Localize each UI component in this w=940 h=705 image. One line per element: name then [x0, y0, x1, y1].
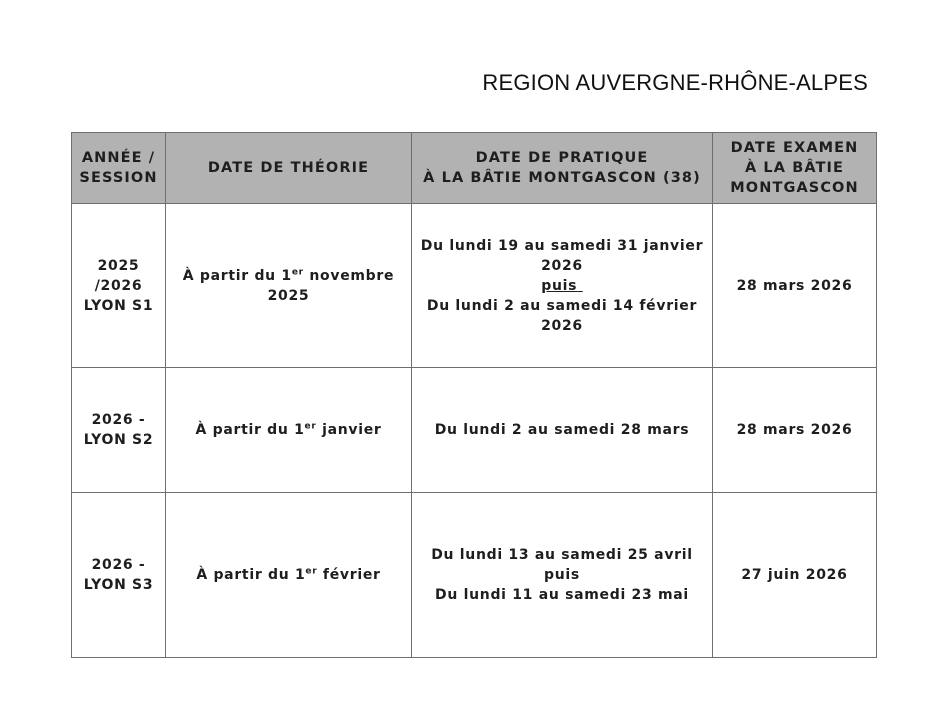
practice-line: Du lundi 13 au samedi 25 avril	[431, 547, 693, 563]
practice-line: Du lundi 2 au samedi 28 mars	[434, 422, 690, 438]
header-exam	[713, 133, 877, 204]
session-name: LYON S2	[83, 432, 154, 448]
practice-line: Du lundi 2 au samedi 14 février	[426, 297, 698, 314]
cell-practice	[412, 368, 713, 493]
cell-exam	[713, 493, 877, 658]
header-practice	[412, 133, 713, 204]
cell-practice	[412, 493, 713, 658]
session-name: LYON S3	[83, 577, 154, 593]
practice-line: 2026	[541, 317, 583, 334]
header-practice-line1: DATE DE PRATIQUE	[475, 150, 649, 166]
practice-line: 2026	[541, 257, 583, 274]
header-exam-line2: À LA BÂTIE	[744, 160, 845, 176]
session-year: 2026 -	[91, 557, 146, 573]
theory-ordinal: er	[291, 266, 304, 277]
practice-connector: puis	[544, 567, 580, 583]
session-year: 2026 -	[91, 412, 146, 428]
header-theory	[166, 133, 412, 204]
session-year: 2025 /2026	[94, 257, 143, 294]
header-theory-label: DATE DE THÉORIE	[207, 160, 370, 176]
header-practice-line2: À LA BÂTIE MONTGASCON (38)	[423, 170, 701, 186]
table-row	[72, 493, 877, 658]
exam-date: 28 mars 2026	[736, 277, 853, 294]
header-exam-line3: MONTGASCON	[730, 180, 859, 196]
practice-line: Du lundi 19 au samedi 31 janvier	[420, 237, 704, 254]
theory-prefix: À partir du 1	[182, 267, 292, 284]
cell-theory	[166, 368, 412, 493]
theory-date-line1	[170, 565, 407, 585]
theory-date-line1	[170, 420, 407, 440]
cell-theory	[166, 204, 412, 368]
session-name: LYON S1	[83, 297, 154, 314]
practice-connector-text: puis	[541, 277, 578, 294]
cell-exam	[713, 204, 877, 368]
cell-practice	[412, 204, 713, 368]
practice-line: Du lundi 11 au samedi 23 mai	[435, 587, 689, 603]
header-session-line2: SESSION	[79, 170, 158, 186]
theory-ordinal: er	[305, 566, 318, 577]
cell-session	[72, 204, 166, 368]
cell-session	[72, 493, 166, 658]
theory-suffix: février	[317, 567, 381, 583]
header-exam-line1: DATE EXAMEN	[730, 140, 859, 156]
header-session-line1: ANNÉE /	[81, 150, 156, 166]
exam-date: 27 juin 2026	[741, 567, 848, 583]
practice-connector	[416, 276, 708, 296]
session-schedule-table	[71, 132, 877, 658]
table-row	[72, 204, 877, 368]
theory-prefix: À partir du 1	[196, 567, 306, 583]
theory-ordinal: er	[304, 421, 317, 432]
exam-date: 28 mars 2026	[736, 422, 853, 438]
theory-suffix: janvier	[316, 422, 382, 438]
theory-date-line1	[170, 266, 407, 286]
theory-suffix: novembre	[303, 267, 395, 284]
cell-exam	[713, 368, 877, 493]
theory-prefix: À partir du 1	[195, 422, 305, 438]
cell-session	[72, 368, 166, 493]
table-row	[72, 368, 877, 493]
table-header-row	[72, 133, 877, 204]
header-session	[72, 133, 166, 204]
cell-theory	[166, 493, 412, 658]
theory-date-line2: 2025	[267, 287, 310, 304]
page-title: REGION AUVERGNE-RHÔNE-ALPES	[482, 70, 868, 95]
